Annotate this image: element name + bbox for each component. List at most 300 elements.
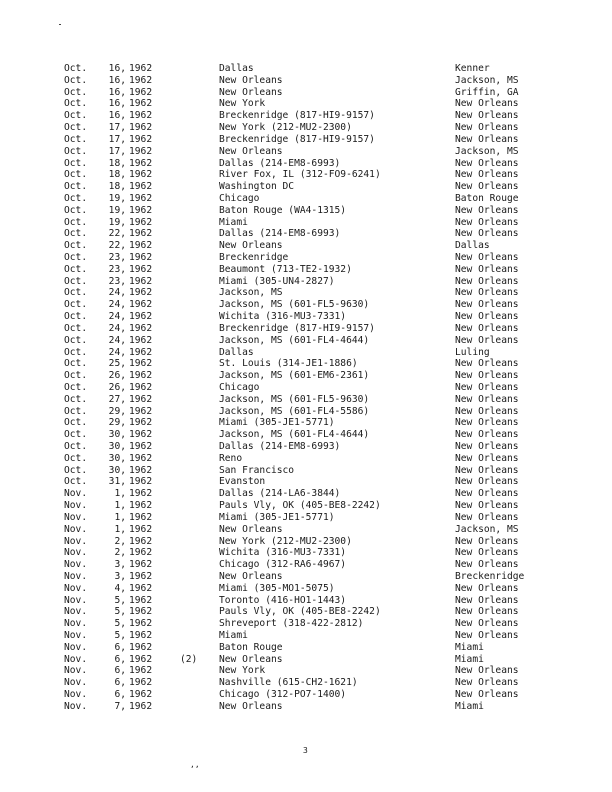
entry-month: Oct. <box>64 393 88 405</box>
entry-day: 26, <box>108 381 126 393</box>
entry-year: 1962 <box>129 618 153 630</box>
entry-day: 18, <box>108 157 126 169</box>
log-entry <box>64 500 564 512</box>
entry-month: Oct. <box>64 74 88 86</box>
entry-month: Oct. <box>64 204 88 216</box>
entry-day: 6, <box>114 641 126 653</box>
entry-month: Oct. <box>64 263 88 275</box>
entry-day: 30, <box>108 452 126 464</box>
entry-month: Nov. <box>64 582 88 594</box>
entry-origin: Dallas <box>455 240 490 252</box>
stray-mark: ,, <box>190 760 200 769</box>
entry-destination: New Orleans <box>219 700 283 712</box>
log-entry <box>64 75 564 87</box>
entry-year: 1962 <box>129 86 153 98</box>
entry-day: 6, <box>114 653 126 665</box>
entry-day: 2, <box>114 547 126 559</box>
entry-destination: Dallas (214-EM8-6993) <box>219 228 341 240</box>
entry-origin: New Orleans <box>455 618 519 630</box>
entry-month: Oct. <box>64 157 88 169</box>
entry-day: 2, <box>114 535 126 547</box>
entry-destination: Chicago (312-PO7-1400) <box>219 689 347 701</box>
entry-year: 1962 <box>129 311 153 323</box>
entry-origin: Kenner <box>455 63 490 74</box>
entry-destination: Wichita (316-MU3-7331) <box>219 311 347 323</box>
entry-origin: New Orleans <box>455 429 519 441</box>
entry-day: 24, <box>108 334 126 346</box>
log-entry <box>64 110 564 122</box>
entry-origin: Jackson, MS <box>455 74 519 86</box>
entry-month: Nov. <box>64 618 88 630</box>
entry-origin: New Orleans <box>455 157 519 169</box>
entry-origin: Baton Rouge <box>455 192 519 204</box>
entry-day: 25, <box>108 358 126 370</box>
entry-month: Oct. <box>64 228 88 240</box>
entry-origin: New Orleans <box>455 500 519 512</box>
entry-day: 6, <box>114 677 126 689</box>
entry-month: Nov. <box>64 570 88 582</box>
entry-month: Oct. <box>64 417 88 429</box>
entry-destination: Dallas (214-LA6-3844) <box>219 488 341 500</box>
entry-day: 1, <box>114 511 126 523</box>
entry-origin: New Orleans <box>455 311 519 323</box>
log-entry <box>64 441 564 453</box>
entry-origin: Breckenridge <box>455 570 525 582</box>
entry-month: Nov. <box>64 523 88 535</box>
entry-origin: New Orleans <box>455 452 519 464</box>
entry-year: 1962 <box>129 630 153 641</box>
entry-year: 1962 <box>129 594 153 606</box>
entry-day: 31, <box>108 476 126 488</box>
entry-origin: New Orleans <box>455 287 519 299</box>
entry-month: Oct. <box>64 216 88 228</box>
entry-origin: New Orleans <box>455 511 519 523</box>
entry-day: 17, <box>108 133 126 145</box>
entry-month: Oct. <box>64 322 88 334</box>
entry-day: 5, <box>114 606 126 618</box>
entry-destination: Miami (305-UN4-2827) <box>219 275 335 287</box>
log-entry <box>64 87 564 99</box>
entry-origin: New Orleans <box>455 370 519 382</box>
entry-month: Oct. <box>64 405 88 417</box>
entry-month: Oct. <box>64 370 88 382</box>
entry-origin: Miami <box>455 641 484 653</box>
log-entry <box>64 595 564 607</box>
entry-origin: New Orleans <box>455 393 519 405</box>
entry-day: 16, <box>108 86 126 98</box>
entry-destination: Pauls Vly, OK (405-BE8-2242) <box>219 606 381 618</box>
entry-year: 1962 <box>129 299 153 311</box>
page-number: 3 <box>303 746 308 755</box>
log-entry <box>64 276 564 288</box>
entry-year: 1962 <box>129 204 153 216</box>
entry-month: Oct. <box>64 299 88 311</box>
log-entry <box>64 370 564 382</box>
entry-day: 24, <box>108 346 126 358</box>
log-entry <box>64 642 564 654</box>
log-entry <box>64 63 564 75</box>
entry-month: Oct. <box>64 63 88 74</box>
entry-year: 1962 <box>129 157 153 169</box>
log-entry <box>64 299 564 311</box>
log-entry <box>64 654 564 666</box>
entry-day: 30, <box>108 441 126 452</box>
entry-month: Oct. <box>64 192 88 204</box>
entry-month: Oct. <box>64 122 88 134</box>
log-entry <box>64 240 564 252</box>
entry-day: 19, <box>108 192 126 204</box>
entry-day: 29, <box>108 417 126 429</box>
entry-year: 1962 <box>129 570 153 582</box>
entry-origin: New Orleans <box>455 381 519 393</box>
entry-year: 1962 <box>129 523 153 535</box>
entry-year: 1962 <box>129 98 153 110</box>
entry-month: Oct. <box>64 252 88 263</box>
log-entry <box>64 512 564 524</box>
entry-year: 1962 <box>129 74 153 86</box>
entry-destination: New Orleans <box>219 145 283 157</box>
entry-year: 1962 <box>129 417 153 429</box>
entry-month: Oct. <box>64 133 88 145</box>
log-entry <box>64 465 564 477</box>
log-entry <box>64 146 564 158</box>
log-entry <box>64 98 564 110</box>
entry-year: 1962 <box>129 228 153 240</box>
entry-destination: Nashville (615-CH2-1621) <box>219 677 358 689</box>
entry-year: 1962 <box>129 133 153 145</box>
entry-origin: New Orleans <box>455 476 519 488</box>
entry-day: 23, <box>108 252 126 263</box>
log-entry <box>64 476 564 488</box>
entry-day: 23, <box>108 275 126 287</box>
entry-origin: Miami <box>455 653 484 665</box>
entry-day: 4, <box>114 582 126 594</box>
entry-destination: San Francisco <box>219 464 295 476</box>
log-entry <box>64 335 564 347</box>
entry-year: 1962 <box>129 63 153 74</box>
entry-month: Oct. <box>64 98 88 110</box>
entry-destination: Chicago (312-RA6-4967) <box>219 559 347 571</box>
entry-destination: Reno <box>219 452 243 464</box>
call-log-list <box>64 63 564 713</box>
entry-year: 1962 <box>129 252 153 263</box>
log-entry <box>64 252 564 264</box>
log-entry <box>64 382 564 394</box>
entry-day: 6, <box>114 689 126 701</box>
entry-month: Nov. <box>64 641 88 653</box>
entry-origin: New Orleans <box>455 630 519 641</box>
log-entry <box>64 583 564 595</box>
entry-year: 1962 <box>129 500 153 512</box>
entry-year: 1962 <box>129 689 153 701</box>
entry-origin: Jackson, MS <box>455 523 519 535</box>
entry-year: 1962 <box>129 192 153 204</box>
entry-destination: Toronto (416-HO1-1443) <box>219 594 347 606</box>
entry-origin: New Orleans <box>455 665 519 677</box>
entry-origin: New Orleans <box>455 594 519 606</box>
entry-year: 1962 <box>129 181 153 193</box>
entry-day: 5, <box>114 594 126 606</box>
entry-origin: Jackson, MS <box>455 145 519 157</box>
entry-destination: River Fox, IL (312-FO9-6241) <box>219 169 381 181</box>
entry-origin: New Orleans <box>455 358 519 370</box>
entry-year: 1962 <box>129 169 153 181</box>
entry-day: 5, <box>114 630 126 641</box>
entry-day: 19, <box>108 204 126 216</box>
entry-year: 1962 <box>129 287 153 299</box>
entry-month: Oct. <box>64 346 88 358</box>
entry-day: 24, <box>108 299 126 311</box>
entry-month: Nov. <box>64 488 88 500</box>
entry-month: Nov. <box>64 653 88 665</box>
entry-day: 17, <box>108 122 126 134</box>
entry-year: 1962 <box>129 441 153 452</box>
entry-origin: New Orleans <box>455 133 519 145</box>
entry-destination: New Orleans <box>219 74 283 86</box>
entry-year: 1962 <box>129 381 153 393</box>
entry-month: Oct. <box>64 429 88 441</box>
entry-year: 1962 <box>129 110 153 122</box>
log-entry <box>64 701 564 713</box>
entry-year: 1962 <box>129 535 153 547</box>
entry-year: 1962 <box>129 677 153 689</box>
entry-month: Oct. <box>64 476 88 488</box>
entry-origin: New Orleans <box>455 110 519 122</box>
entry-year: 1962 <box>129 606 153 618</box>
entry-destination: Baton Rouge <box>219 641 283 653</box>
entry-origin: New Orleans <box>455 441 519 452</box>
entry-year: 1962 <box>129 665 153 677</box>
entry-day: 3, <box>114 570 126 582</box>
log-entry <box>64 689 564 701</box>
log-entry <box>64 606 564 618</box>
log-entry <box>64 287 564 299</box>
entry-destination: New Orleans <box>219 570 283 582</box>
log-entry <box>64 358 564 370</box>
entry-month: Nov. <box>64 677 88 689</box>
entry-year: 1962 <box>129 145 153 157</box>
entry-origin: New Orleans <box>455 582 519 594</box>
entry-origin: New Orleans <box>455 122 519 134</box>
entry-destination: Miami (305-MO1-5075) <box>219 582 335 594</box>
log-entry <box>64 488 564 500</box>
entry-day: 29, <box>108 405 126 417</box>
entry-month: Oct. <box>64 452 88 464</box>
log-entry <box>64 630 564 642</box>
entry-year: 1962 <box>129 429 153 441</box>
entry-origin: New Orleans <box>455 216 519 228</box>
entry-year: 1962 <box>129 653 153 665</box>
log-entry <box>64 417 564 429</box>
entry-origin: Luling <box>455 346 490 358</box>
entry-origin: New Orleans <box>455 299 519 311</box>
entry-month: Nov. <box>64 511 88 523</box>
entry-day: 22, <box>108 228 126 240</box>
entry-year: 1962 <box>129 452 153 464</box>
entry-destination: New York <box>219 98 266 110</box>
scan-speck <box>59 24 61 25</box>
entry-day: 22, <box>108 240 126 252</box>
entry-origin: New Orleans <box>455 535 519 547</box>
log-entry <box>64 228 564 240</box>
entry-origin: New Orleans <box>455 334 519 346</box>
entry-destination: Breckenridge (817-HI9-9157) <box>219 133 375 145</box>
entry-day: 24, <box>108 322 126 334</box>
entry-destination: Jackson, MS (601-FL5-9630) <box>219 299 370 311</box>
entry-destination: Baton Rouge (WA4-1315) <box>219 204 347 216</box>
entry-origin: New Orleans <box>455 417 519 429</box>
entry-destination: Miami <box>219 630 248 641</box>
entry-origin: New Orleans <box>455 275 519 287</box>
entry-destination: Evanston <box>219 476 266 488</box>
entry-month: Nov. <box>64 547 88 559</box>
entry-month: Oct. <box>64 334 88 346</box>
log-entry <box>64 571 564 583</box>
entry-origin: New Orleans <box>455 677 519 689</box>
entry-month: Oct. <box>64 181 88 193</box>
entry-year: 1962 <box>129 275 153 287</box>
entry-day: 16, <box>108 110 126 122</box>
log-entry <box>64 311 564 323</box>
entry-destination: Jackson, MS (601-FL4-4644) <box>219 334 370 346</box>
entry-destination: Dallas <box>219 346 254 358</box>
entry-day: 1, <box>114 523 126 535</box>
entry-destination: New York (212-MU2-2300) <box>219 122 352 134</box>
entry-origin: New Orleans <box>455 169 519 181</box>
entry-destination: St. Louis (314-JE1-1886) <box>219 358 358 370</box>
entry-destination: Dallas (214-EM8-6993) <box>219 441 341 452</box>
entry-day: 24, <box>108 287 126 299</box>
entry-month: Nov. <box>64 559 88 571</box>
entry-day: 30, <box>108 429 126 441</box>
entry-year: 1962 <box>129 263 153 275</box>
entry-origin: New Orleans <box>455 263 519 275</box>
entry-year: 1962 <box>129 641 153 653</box>
entry-origin: Miami <box>455 700 484 712</box>
entry-year: 1962 <box>129 582 153 594</box>
entry-origin: New Orleans <box>455 252 519 263</box>
entry-day: 23, <box>108 263 126 275</box>
entry-day: 3, <box>114 559 126 571</box>
entry-origin: New Orleans <box>455 228 519 240</box>
log-entry <box>64 536 564 548</box>
entry-destination: New Orleans <box>219 523 283 535</box>
entry-month: Oct. <box>64 381 88 393</box>
log-entry <box>64 406 564 418</box>
entry-destination: Breckenridge (817-HI9-9157) <box>219 110 375 122</box>
entry-month: Oct. <box>64 358 88 370</box>
entry-origin: New Orleans <box>455 559 519 571</box>
entry-destination: Beaumont (713-TE2-1932) <box>219 263 352 275</box>
entry-day: 30, <box>108 464 126 476</box>
entry-destination: Dallas <box>219 63 254 74</box>
entry-day: 24, <box>108 311 126 323</box>
log-entry <box>64 347 564 359</box>
entry-destination: New Orleans <box>219 240 283 252</box>
entry-origin: New Orleans <box>455 322 519 334</box>
entry-month: Oct. <box>64 86 88 98</box>
log-entry <box>64 193 564 205</box>
entry-month: Nov. <box>64 665 88 677</box>
entry-year: 1962 <box>129 464 153 476</box>
entry-destination: Chicago <box>219 192 260 204</box>
entry-day: 27, <box>108 393 126 405</box>
entry-year: 1962 <box>129 700 153 712</box>
entry-destination: Jackson, MS (601-FL5-9630) <box>219 393 370 405</box>
entry-destination: Miami (305-JE1-5771) <box>219 511 335 523</box>
log-entry <box>64 429 564 441</box>
entry-month: Oct. <box>64 169 88 181</box>
log-entry <box>64 394 564 406</box>
entry-month: Nov. <box>64 630 88 641</box>
entry-destination: Jackson, MS <box>219 287 283 299</box>
log-entry <box>64 217 564 229</box>
entry-destination: Dallas (214-EM8-6993) <box>219 157 341 169</box>
entry-year: 1962 <box>129 240 153 252</box>
log-entry <box>64 547 564 559</box>
entry-day: 17, <box>108 145 126 157</box>
log-entry <box>64 323 564 335</box>
entry-destination: Jackson, MS (601-FL4-5586) <box>219 405 370 417</box>
log-entry <box>64 665 564 677</box>
entry-day: 7, <box>114 700 126 712</box>
entry-month: Nov. <box>64 594 88 606</box>
entry-destination: New Orleans <box>219 653 283 665</box>
entry-month: Nov. <box>64 535 88 547</box>
entry-origin: New Orleans <box>455 204 519 216</box>
entry-year: 1962 <box>129 405 153 417</box>
log-entry <box>64 559 564 571</box>
entry-destination: Chicago <box>219 381 260 393</box>
entry-day: 6, <box>114 665 126 677</box>
entry-year: 1962 <box>129 334 153 346</box>
entry-day: 16, <box>108 98 126 110</box>
entry-month: Oct. <box>64 240 88 252</box>
entry-origin: New Orleans <box>455 181 519 193</box>
entry-origin: New Orleans <box>455 488 519 500</box>
entry-destination: New Orleans <box>219 86 283 98</box>
log-entry <box>64 677 564 689</box>
entry-day: 1, <box>114 488 126 500</box>
entry-destination: Pauls Vly, OK (405-BE8-2242) <box>219 500 381 512</box>
entry-year: 1962 <box>129 322 153 334</box>
entry-month: Oct. <box>64 464 88 476</box>
entry-origin: New Orleans <box>455 689 519 701</box>
entry-destination: Wichita (316-MU3-7331) <box>219 547 347 559</box>
log-entry <box>64 524 564 536</box>
entry-year: 1962 <box>129 511 153 523</box>
entry-day: 5, <box>114 618 126 630</box>
entry-year: 1962 <box>129 216 153 228</box>
entry-month: Nov. <box>64 689 88 701</box>
entry-year: 1962 <box>129 393 153 405</box>
entry-destination: Washington DC <box>219 181 295 193</box>
entry-month: Nov. <box>64 500 88 512</box>
entry-year: 1962 <box>129 346 153 358</box>
entry-month: Nov. <box>64 606 88 618</box>
entry-destination: Breckenridge (817-HI9-9157) <box>219 322 375 334</box>
log-entry <box>64 158 564 170</box>
entry-origin: New Orleans <box>455 464 519 476</box>
entry-destination: Breckenridge <box>219 252 289 263</box>
log-entry <box>64 134 564 146</box>
entry-year: 1962 <box>129 370 153 382</box>
entry-month: Oct. <box>64 441 88 452</box>
entry-year: 1962 <box>129 358 153 370</box>
log-entry <box>64 453 564 465</box>
entry-origin: New Orleans <box>455 405 519 417</box>
entry-month: Nov. <box>64 700 88 712</box>
